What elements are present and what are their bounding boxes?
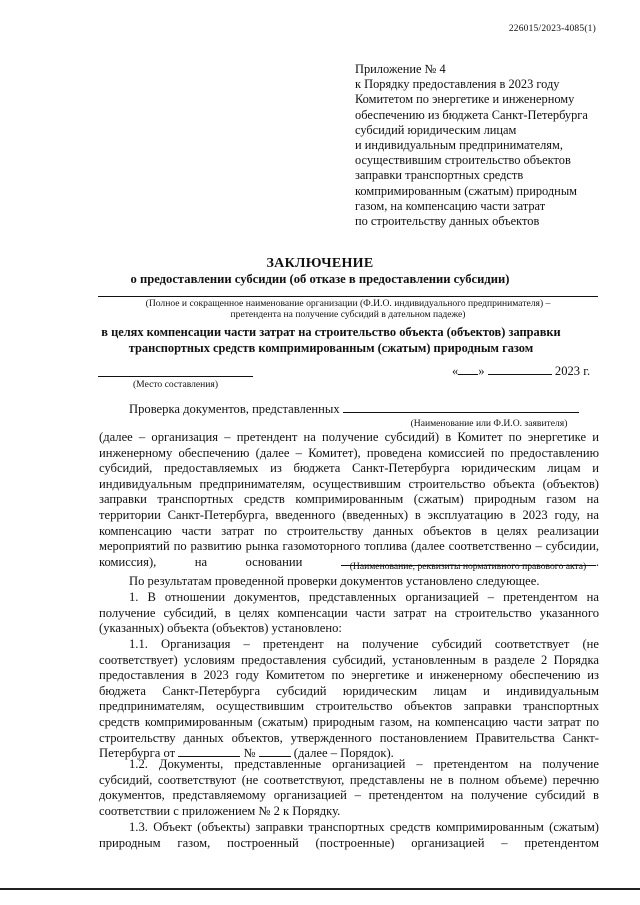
paragraph-section-1: 1. В отношении документов, представленных организацией – претендентом на получение субсидий, в целях компенсации части затрат на строительство указанного (указанных) объекта (объектов) установлено: <box>99 590 599 636</box>
place-blank-line <box>98 376 253 377</box>
organization-caption-line-1: (Полное и сокращенное наименование организации (Ф.И.О. индивидуального предпринимателя) – <box>145 298 551 309</box>
appendix-line: по строительству данных объектов <box>355 214 540 229</box>
date-quote-close: » <box>478 364 485 378</box>
appendix-line: заправки транспортных средств <box>355 168 524 183</box>
applicant-caption: (Наименование или Ф.И.О. заявителя) <box>410 418 568 429</box>
basis-caption: (Наименование, реквизиты нормативного правового акта) <box>349 561 587 572</box>
appendix-line: Приложение № 4 <box>355 62 446 76</box>
appendix-line: к Порядку предоставления в 2023 году <box>355 77 560 92</box>
applicant-blank-line <box>343 402 579 413</box>
appendix-line: Комитетом по энергетике и инженерному <box>355 92 575 107</box>
appendix-line: обеспечению из бюджета Санкт-Петербурга <box>355 107 588 122</box>
resolution-number-sign: № <box>243 746 256 761</box>
paragraph-1-1 <box>99 637 599 762</box>
appendix-line: и индивидуальным предпринимателям, <box>355 138 563 153</box>
organization-caption-line-2: претендента на получение субсидий в дательном падеже) <box>230 309 466 320</box>
resolution-number-blank <box>259 746 291 757</box>
paragraph-check-intro <box>99 402 599 418</box>
document-subtitle: в целях компенсации части затрат на строительство объекта (объектов) заправки транспортных средств компримированным (сжатым) природным газом <box>101 325 561 355</box>
organization-blank-line <box>98 296 598 297</box>
check-intro-text: Проверка документов, представленных <box>129 402 340 416</box>
place-caption: (Место составления) <box>132 379 219 390</box>
document-title: ЗАКЛЮЧЕНИЕ <box>266 256 374 271</box>
appendix-line: газом, на компенсацию части затрат <box>355 198 546 213</box>
organization-caption <box>98 298 598 320</box>
page-bottom-edge <box>0 888 640 890</box>
document-title-sub: о предоставлении субсидии (об отказе в предоставлении субсидии) <box>130 272 510 286</box>
date-month-blank <box>488 364 552 375</box>
p-1-1-text: 1.1. Организация – претендент на получение субсидий соответствует (не соответствует) условиям предоставления субсидий, установленным в разделе 2 Порядка предоставления в 2023 году Комитетом по энергетике и инженерному обеспечению из бюджета Санкт-Петербурга субсидий юридическим лицам и индивидуальным предпринимателям, осуществившим строительство объектов заправки транспортных средств компримированным (сжатым) природным газом, на компенсацию части затрат по строительству данных объектов, утвержденного постановлением Правительства Санкт-Петербурга от <box>99 637 599 761</box>
p-1-1-tail: (далее – Порядок). <box>293 746 394 761</box>
paragraph-results: По результатам проведенной проверки документов установлено следующее. <box>129 574 540 588</box>
check-body-text: (далее – организация – претендент на получение субсидий) в Комитет по энергетике и инженерному обеспечению (далее – Комитет), проведена комиссией по предоставлению субсидий, предоставляемых из бюджета Санкт-Петербурга юридическим лицам и индивидуальным предпринимателям, осуществившим строительство объекта (объектов) заправки транспортных средств компримированным (сжатым) природным газом на территории Санкт-Петербурга, введенного (введенных) в эксплуатацию в 2023 году, на компенсацию части затрат по строительству данных объектов в целях реализации мероприятий по развитию рынка газомоторного топлива (далее соответственно – субсидии, комиссия), на основании <box>99 430 599 569</box>
document-number: 226015/2023-4085(1) <box>508 24 596 34</box>
appendix-line: компримированным (сжатым) природным <box>355 183 577 198</box>
paragraph-1-2: 1.2. Документы, представленные организацией – претендентом на получение субсидий, соответствуют (не соответствуют, представлены не в полном объеме) перечню документов, представляемому организацией – претендентом на получение субсидий в соответствии с приложением № 2 к Порядку. <box>99 757 599 818</box>
appendix-line: субсидий юридическим лицам <box>355 122 517 137</box>
date-year: 2023 г. <box>554 364 591 378</box>
appendix-header <box>355 62 607 229</box>
paragraph-1-3: 1.3. Объект (объекты) заправки транспортных средств компримированным (сжатым) природным газом, построенный (построенные) организацией – претендентом <box>99 820 599 850</box>
paragraph-check-body: (далее – организация – претендент на получение субсидий) в Комитет по энергетике и инженерному обеспечению (далее – Комитет), проведена комиссией по предоставлению субсидий, предоставляемых из бюджета Санкт-Петербурга юридическим лицам и индивидуальным предпринимателям, осуществившим строительство объекта (объектов) заправки транспортных средств компримированным (сжатым) природным газом на территории Санкт-Петербурга, введенного (введенных) в эксплуатацию в 2023 году, на компенсацию части затрат по строительству данных объектов в целях реализации мероприятий по развитию рынка газомоторного топлива (далее соответственно – субсидии, комиссия), на основании . <box>99 430 599 569</box>
date-day-blank <box>458 364 478 375</box>
date-quote-open: « <box>452 364 459 378</box>
appendix-line: осуществившим строительство объектов <box>355 153 571 168</box>
resolution-date-blank <box>178 746 240 757</box>
date-line <box>452 364 590 379</box>
